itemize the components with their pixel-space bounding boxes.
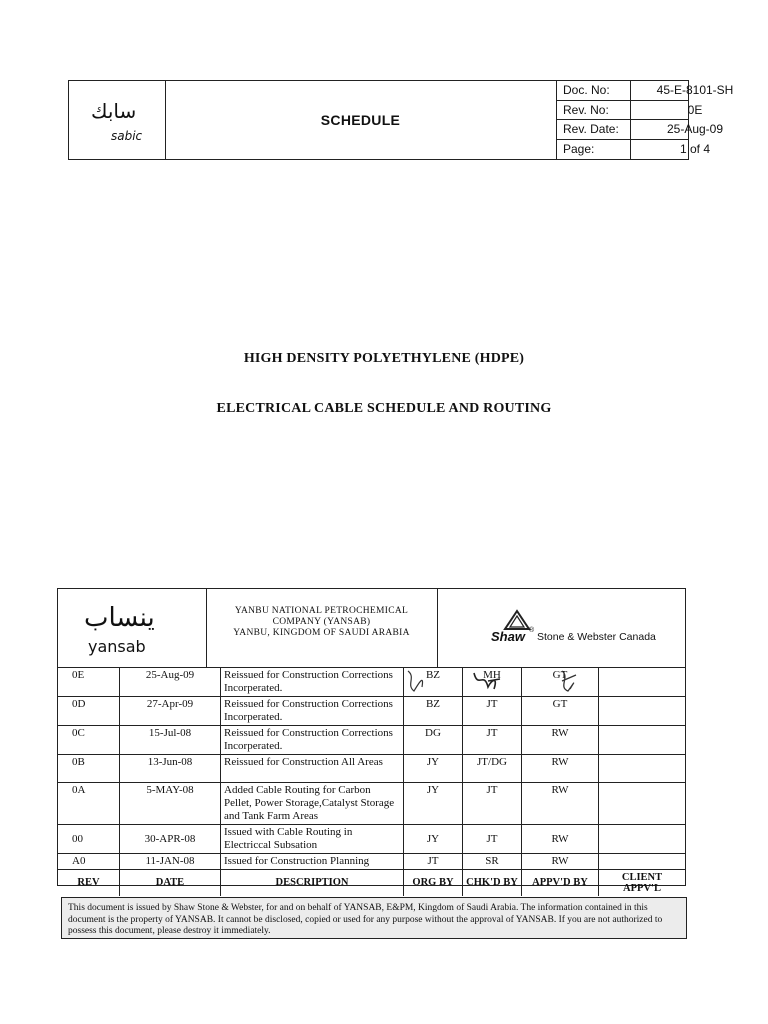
cell-rev: 00 <box>58 825 120 854</box>
meta-page <box>557 140 711 160</box>
cell-appv: GT <box>522 697 599 726</box>
confidentiality-note: This document is issued by Shaw Stone & Webster, for and on behalf of YANSAB, E&PM, Kingdom of Saudi Arabia. The information contained in this document is the property of YANSAB. It cannot be disclosed, copied or used for any purpose without the approval of YANSAB. If you are not authorized to possess this document, please destroy it immediately. <box>61 897 687 939</box>
signature-scribbles <box>398 667 598 697</box>
header-title: SCHEDULE <box>165 81 557 159</box>
cell-client <box>599 726 686 755</box>
cell-date: 13-Jun-08 <box>120 755 221 783</box>
table-row <box>58 726 685 755</box>
cell-chk: MH <box>463 668 522 697</box>
cell-client <box>599 697 686 726</box>
cell-desc: Reissued for Construction Corrections Incorperated. <box>221 726 404 755</box>
cell-rev: 0E <box>58 668 120 697</box>
cell-chk: JT <box>463 825 522 854</box>
cell-appv: RW <box>522 825 599 854</box>
cell-org: JY <box>404 825 463 854</box>
document-meta <box>557 81 734 159</box>
meta-label: Page: <box>557 140 631 160</box>
cell-desc: Reissued for Construction Corrections Incorperated. <box>221 668 404 697</box>
document-title-line2: ELECTRICAL CABLE SCHEDULE AND ROUTING <box>216 401 552 416</box>
cell-date: 15-Jul-08 <box>120 726 221 755</box>
cell-desc: Added Cable Routing for Carbon Pellet, Power Storage,Catalyst Storage and Tank Farm Areas <box>221 783 404 825</box>
cell-rev: A0 <box>58 854 120 870</box>
shaw-triangle-icon <box>503 609 531 631</box>
meta-value: 1 of 4 <box>679 141 711 156</box>
company-line3: YANBU, KINGDOM OF SAUDI ARABIA <box>233 628 410 638</box>
col-org: ORG BY <box>404 870 463 896</box>
sabic-logo-arabic: سابك <box>91 99 137 123</box>
company-line2: COMPANY (YANSAB) <box>272 617 371 627</box>
col-desc: DESCRIPTION <box>221 870 404 896</box>
cell-appv: RW <box>522 755 599 783</box>
cell-date: 25-Aug-09 <box>120 668 221 697</box>
cell-desc: Reissued for Construction Corrections Incorperated. <box>221 697 404 726</box>
shaw-brand: Shaw <box>491 629 525 644</box>
table-header-row <box>58 870 685 896</box>
cell-org: JY <box>404 755 463 783</box>
company-info <box>206 589 438 667</box>
cell-chk: JT <box>463 697 522 726</box>
table-row <box>58 783 685 825</box>
registered-mark: ® <box>529 627 535 634</box>
yansab-logo <box>58 589 207 667</box>
meta-label: Rev. Date: <box>557 120 631 139</box>
cell-rev: 0D <box>58 697 120 726</box>
meta-doc-no <box>557 81 734 101</box>
shaw-logo <box>437 589 685 667</box>
cell-org: DG <box>404 726 463 755</box>
contractor-name: Stone & Webster Canada <box>537 631 656 643</box>
cell-date: 5-MAY-08 <box>120 783 221 825</box>
document-header <box>68 80 734 160</box>
cell-appv: GT <box>522 668 599 697</box>
cell-chk: SR <box>463 854 522 870</box>
col-client: CLIENT APPV'L <box>599 870 686 896</box>
cell-date: 11-JAN-08 <box>120 854 221 870</box>
cell-chk: JT <box>463 783 522 825</box>
sabic-logo <box>69 81 166 159</box>
revision-table <box>58 667 685 896</box>
col-rev: REV <box>58 870 120 896</box>
cell-client <box>599 668 686 697</box>
cell-date: 27-Apr-09 <box>120 697 221 726</box>
meta-label: Doc. No: <box>557 81 631 100</box>
cell-appv: RW <box>522 726 599 755</box>
sabic-logo-latin: sabic <box>111 129 143 143</box>
cell-date: 30-APR-08 <box>120 825 221 854</box>
cell-org: BZ <box>404 697 463 726</box>
meta-value: 25-Aug-09 <box>666 122 724 136</box>
yansab-logo-arabic: ينساب <box>84 603 155 633</box>
cell-org: BZ <box>404 668 463 697</box>
cell-appv: RW <box>522 854 599 870</box>
cell-desc: Issued with Cable Routing in Electriccal Subsation <box>221 825 404 854</box>
meta-value: 45-E-8101-SH <box>656 83 734 97</box>
meta-value: 0E <box>687 102 703 117</box>
cell-client <box>599 755 686 783</box>
cell-org: JT <box>404 854 463 870</box>
cell-chk: JT/DG <box>463 755 522 783</box>
meta-label: Rev. No: <box>557 101 631 120</box>
cell-appv: RW <box>522 783 599 825</box>
table-row <box>58 755 685 783</box>
table-row <box>58 697 685 726</box>
col-date: DATE <box>120 870 221 896</box>
cell-desc: Reissued for Construction All Areas <box>221 755 404 783</box>
cell-chk: JT <box>463 726 522 755</box>
cell-rev: 0B <box>58 755 120 783</box>
cell-desc: Issued for Construction Planning <box>221 854 404 870</box>
cell-rev: 0A <box>58 783 120 825</box>
cell-client <box>599 825 686 854</box>
revision-block <box>57 588 686 894</box>
cell-client <box>599 854 686 870</box>
cell-rev: 0C <box>58 726 120 755</box>
table-row <box>58 854 685 870</box>
col-chk: CHK'D BY <box>463 870 522 896</box>
meta-rev-date <box>557 120 724 140</box>
cell-client <box>599 783 686 825</box>
cell-org: JY <box>404 783 463 825</box>
meta-rev-no <box>557 101 703 121</box>
revision-header <box>58 589 685 668</box>
document-title-line1: HIGH DENSITY POLYETHYLENE (HDPE) <box>243 351 525 366</box>
yansab-logo-latin: yansab <box>88 637 146 656</box>
company-line1: YANBU NATIONAL PETROCHEMICAL <box>234 606 409 616</box>
col-appv: APPV'D BY <box>522 870 599 896</box>
table-row <box>58 825 685 854</box>
